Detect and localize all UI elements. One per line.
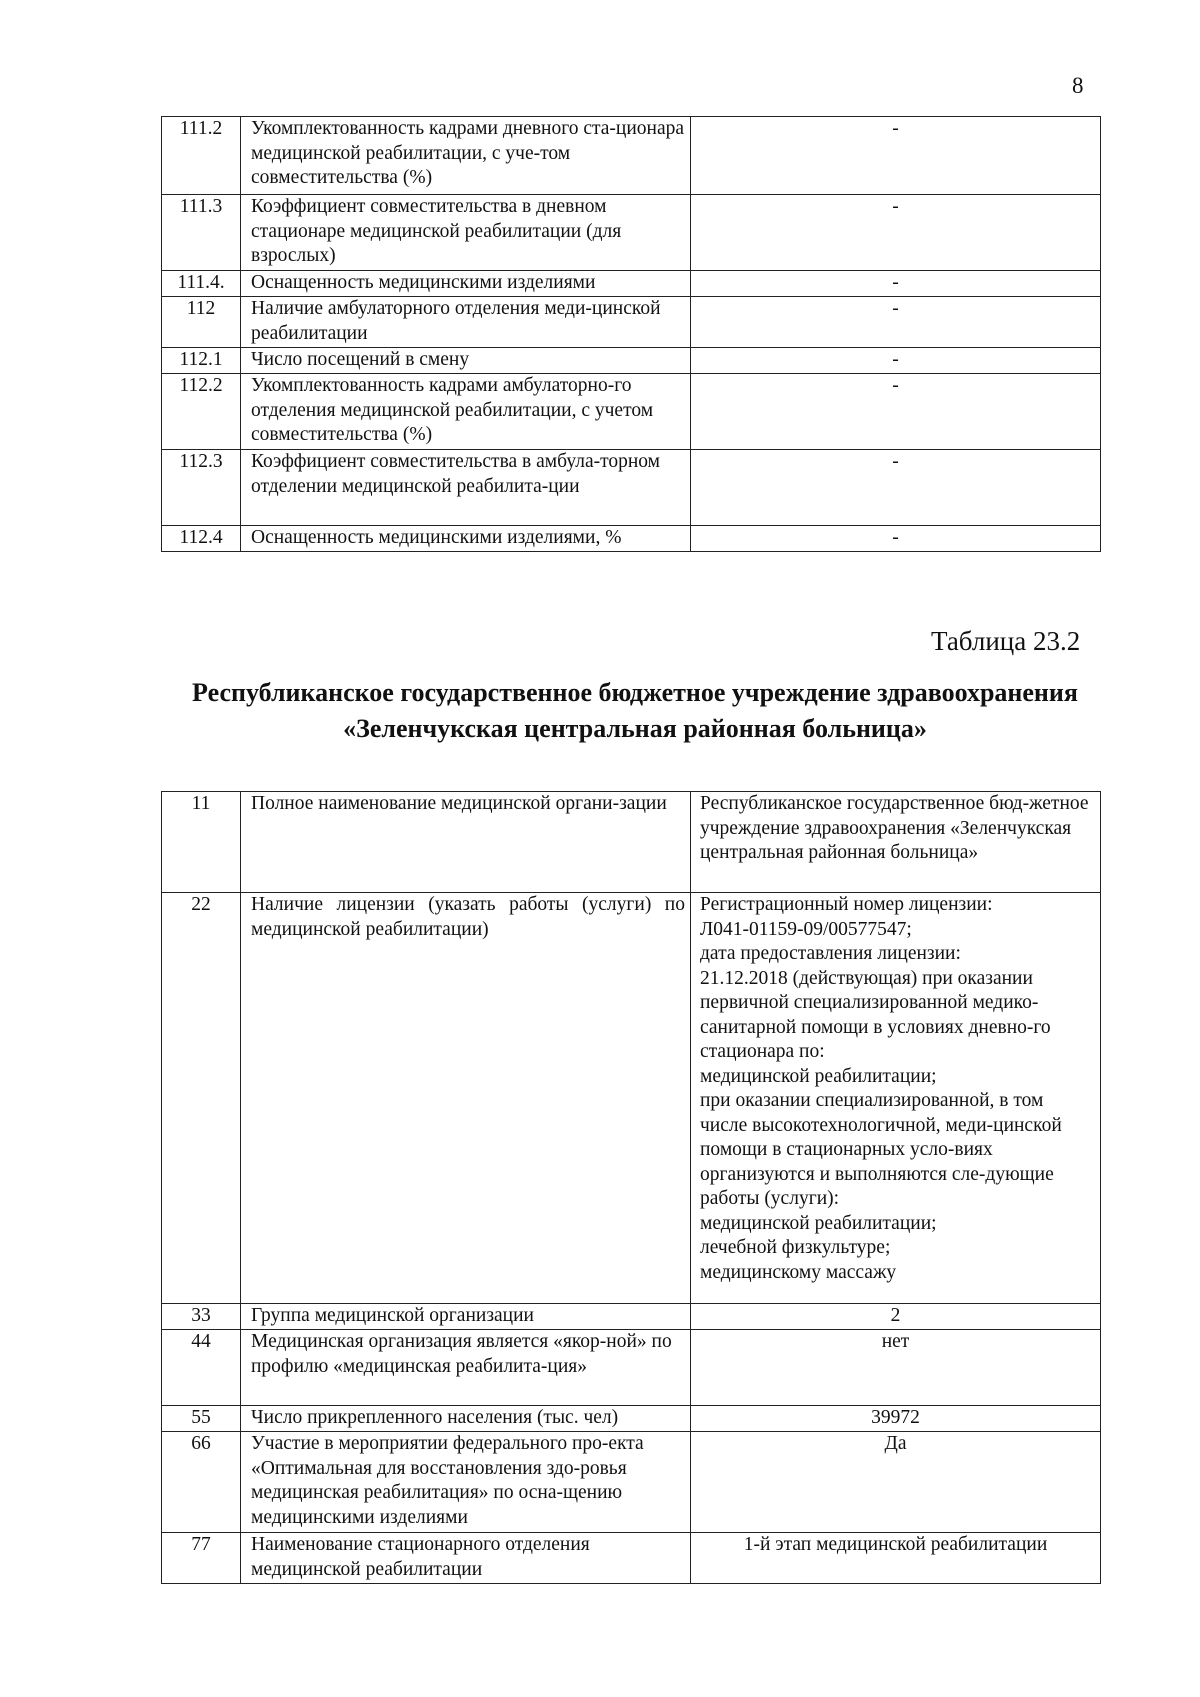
row-indicator: Коэффициент совместительства в дневном стационаре медицинской реабилитации (для взрослых) [241,195,691,271]
table-row [162,1330,1101,1406]
row-value: - [691,450,1101,526]
row-value: - [691,117,1101,195]
table-row [162,450,1101,526]
organization-heading: Республиканское государственное бюджетное учреждение здравоохранения «Зеленчукская центральная районная больница» [192,678,1078,743]
row-number: 77 [162,1533,241,1584]
row-value: 1-й этап медицинской реабилитации [691,1533,1101,1584]
license-line: дата предоставления лицензии: [700,943,961,964]
organization-table [161,791,1101,1584]
row-value: - [691,195,1101,271]
row-number: 111.2 [162,117,241,195]
row-indicator: Укомплектованность кадрами амбулаторно-го отделения медицинской реабилитации, с учетом совместительства (%) [241,374,691,450]
table-row [162,1432,1101,1533]
license-line: 21.12.2018 (действующая) при оказании первичной специализированной медико-санитарной помощи в условиях дневно-го стационара по: [700,967,1051,1062]
table-row [162,1406,1101,1432]
row-indicator: Оснащенность медицинскими изделиями [241,271,691,297]
row-number: 44 [162,1330,241,1406]
row-indicator: Оснащенность медицинскими изделиями, % [241,526,691,552]
row-indicator: Коэффициент совместительства в амбула-торном отделении медицинской реабилита-ции [241,450,691,526]
row-number: 112 [162,297,241,348]
row-indicator: Полное наименование медицинской органи-зации [241,792,691,893]
table-row [162,117,1101,195]
row-number: 111.3 [162,195,241,271]
license-line: медицинской реабилитации; [700,1212,937,1234]
row-indicator: Число посещений в смену [241,348,691,374]
table-row [162,893,1101,1304]
row-value: - [691,297,1101,348]
row-number: 33 [162,1304,241,1330]
row-value: 2 [691,1304,1101,1330]
row-value: - [691,526,1101,552]
row-value: - [691,348,1101,374]
row-value: 39972 [691,1406,1101,1432]
row-indicator: Группа медицинской организации [241,1304,691,1330]
table-row [162,526,1101,552]
license-line: медицинскому массажу [700,1261,897,1283]
table-row [162,271,1101,297]
row-indicator: Участие в мероприятии федерального про-екта «Оптимальная для восстановления здо-ровья медицинская реабилитация» по осна-щению медицинскими изделиями [241,1432,691,1533]
table-row [162,1533,1101,1584]
table-row [162,792,1101,893]
row-number: 112.2 [162,374,241,450]
row-number: 112.3 [162,450,241,526]
row-number: 66 [162,1432,241,1533]
row-indicator: Наличие лицензии (указать работы (услуги) по медицинской реабилитации) [241,893,691,1304]
license-line: лечебной физкультуре; [700,1237,891,1258]
row-number: 112.4 [162,526,241,552]
license-line: Регистрационный номер лицензии: [700,894,993,915]
table-row [162,374,1101,450]
row-indicator: Медицинская организация является «якор-ной» по профилю «медицинская реабилита-ция» [241,1330,691,1406]
license-line: Л041-01159-09/00577547; [700,918,912,940]
row-number: 22 [162,893,241,1304]
license-line: медицинской реабилитации; [700,1065,937,1087]
row-number: 55 [162,1406,241,1432]
license-line: при оказании специализированной, в том числе высокотехнологичной, меди-цинской помощи в стационарных усло-виях организуются и выполняются сле-дующие работы (услуги): [700,1090,1062,1209]
table-row [162,297,1101,348]
row-number: 111.4. [162,271,241,297]
row-value: - [691,271,1101,297]
row-number: 11 [162,792,241,893]
row-value: - [691,374,1101,450]
row-indicator: Наличие амбулаторного отделения меди-цинской реабилитации [241,297,691,348]
row-value: Республиканское государственное бюд-жетное учреждение здравоохранения «Зеленчукская центральная районная больница» [691,792,1101,893]
row-indicator: Число прикрепленного населения (тыс. чел) [241,1406,691,1432]
row-number: 112.1 [162,348,241,374]
table-caption: Таблица 23.2 [931,626,1081,656]
page-number: 8 [1072,73,1084,98]
row-indicator: Укомплектованность кадрами дневного ста-ционара медицинской реабилитации, с уче-том совместительства (%) [241,117,691,195]
table-row [162,195,1101,271]
row-value: нет [691,1330,1101,1406]
indicators-table-continued [161,116,1101,552]
table-row [162,1304,1101,1330]
table-row [162,348,1101,374]
license-details [691,893,1101,1304]
row-indicator: Наименование стационарного отделения медицинской реабилитации [241,1533,691,1584]
row-value: Да [691,1432,1101,1533]
